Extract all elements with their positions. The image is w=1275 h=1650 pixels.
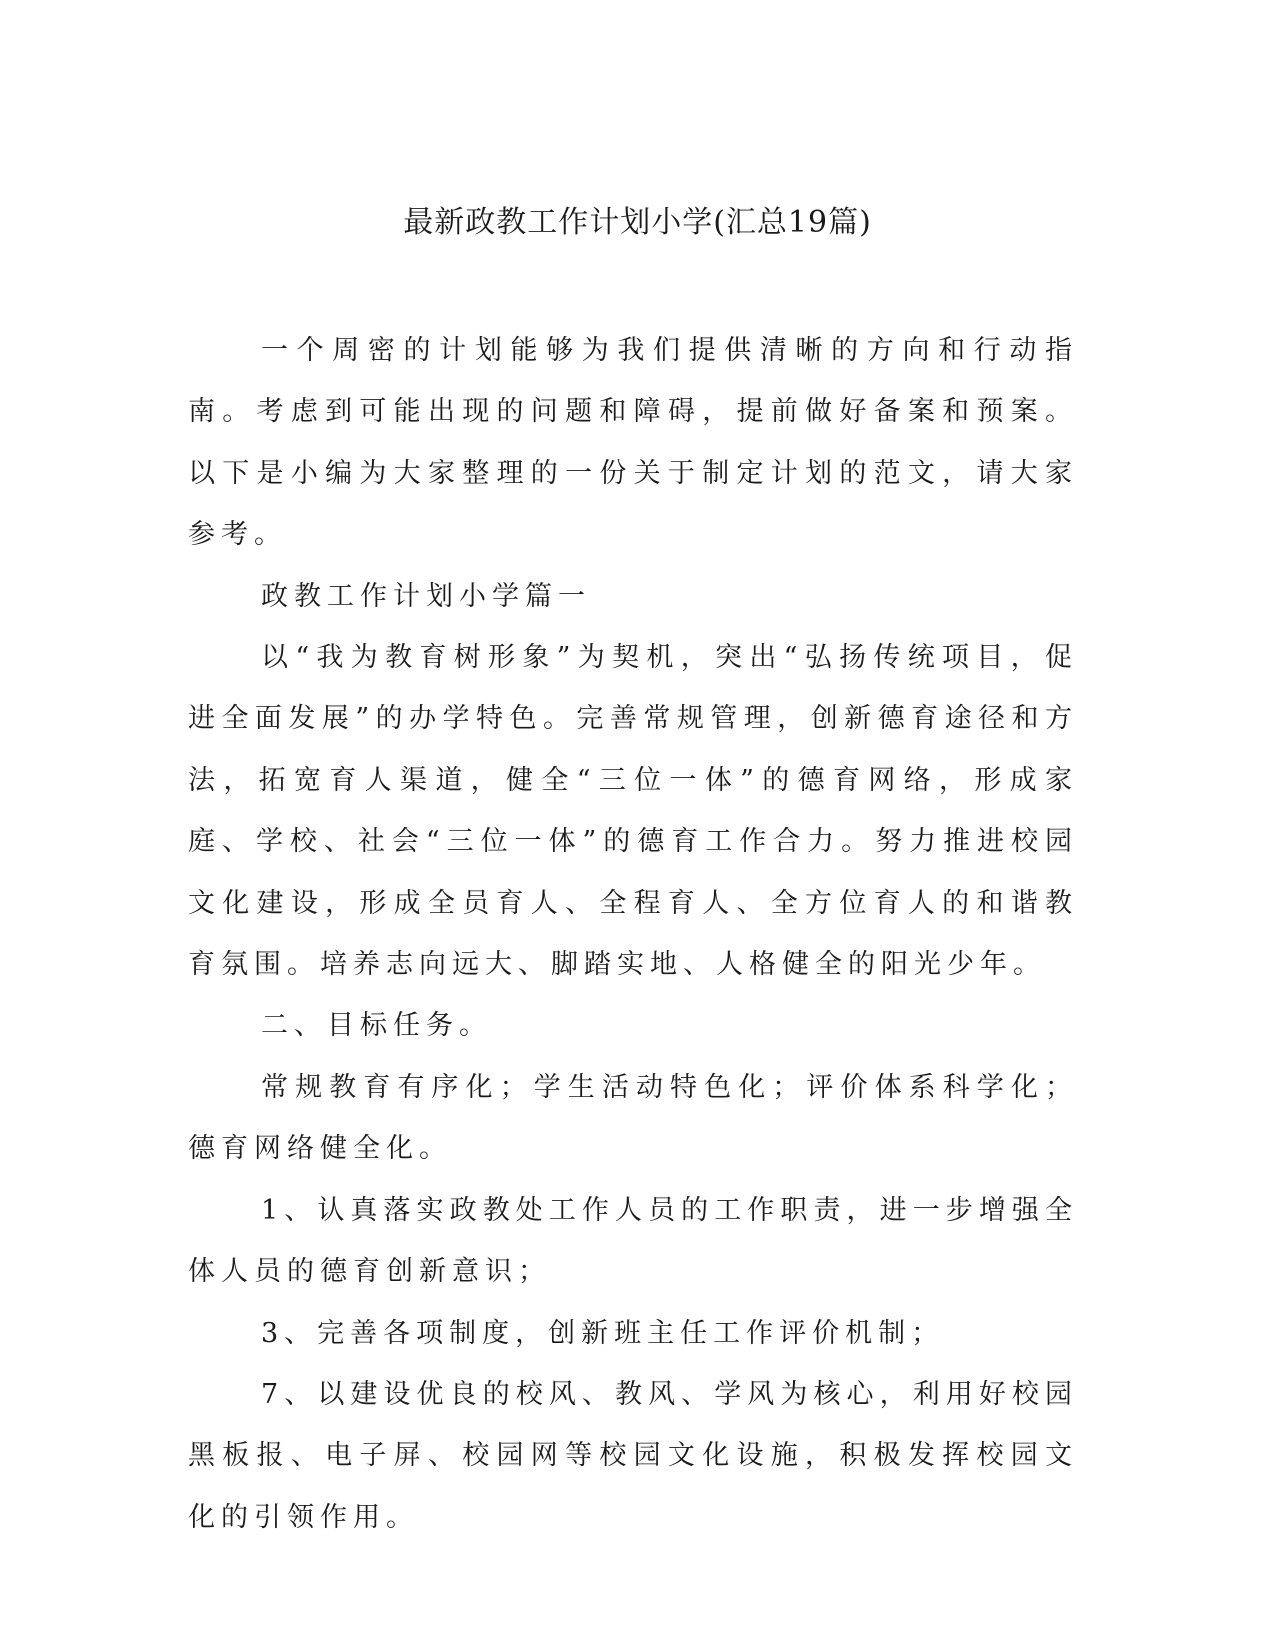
intro-paragraph: 一个周密的计划能够为我们提供清晰的方向和行动指南。考虑到可能出现的问题和障碍，提前做好备案和预案。以下是小编为大家整理的一份关于制定计划的范文，请大家参考。 — [188, 335, 1078, 551]
list-item: 7、以建设优良的校风、教风、学风为核心，利用好校园黑板报、电子屏、校园网等校园文化设施，积极发挥校园文化的引领作用。 — [188, 1378, 1078, 1533]
section-heading: 政教工作计划小学篇一 — [261, 580, 591, 612]
document-title: 最新政教工作计划小学(汇总19篇) — [403, 205, 872, 240]
body-paragraph: 常规教育有序化；学生活动特色化；评价体系科学化；德育网络健全化。 — [188, 1071, 1078, 1165]
list-item: 3、完善各项制度，创新班主任工作评价机制； — [261, 1317, 945, 1349]
document-body — [188, 320, 1078, 1548]
list-item: 1、认真落实政教处工作人员的工作职责，进一步增强全体人员的德育创新意识； — [188, 1194, 1078, 1288]
section-heading: 二、目标任务。 — [261, 1010, 492, 1042]
body-paragraph: 以“我为教育树形象”为契机，突出“弘扬传统项目，促进全面发展”的办学特色。完善常规管理，创新德育途径和方法，拓宽育人渠道，健全“三位一体”的德育网络，形成家庭、学校、社会“三位一体”的德育工作合力。努力推进校园文化建设，形成全员育人、全程育人、全方位育人的和谐教育氛围。培养志向远大、脚踏实地、人格健全的阳光少年。 — [188, 642, 1078, 981]
